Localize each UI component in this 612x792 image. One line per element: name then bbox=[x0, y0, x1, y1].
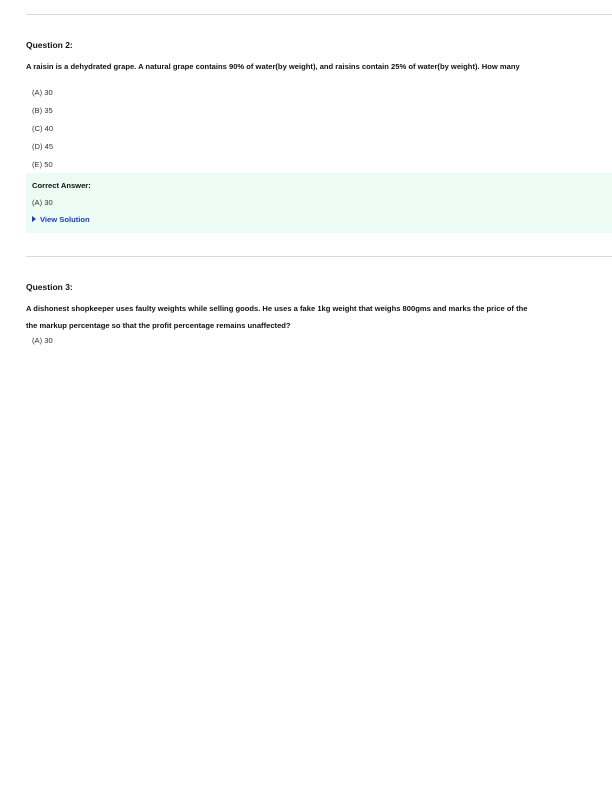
question-2-text: A raisin is a dehydrated grape. A natural grape contains 90% of water(by weight), and raisins contain 25% of water(by weight). How many bbox=[26, 62, 520, 71]
option-e: (E) 50 bbox=[32, 160, 53, 169]
divider-middle bbox=[26, 256, 612, 257]
question-2-options bbox=[32, 84, 53, 174]
caret-right-icon bbox=[32, 216, 36, 222]
question-3-option-a-cutoff: (A) 30 bbox=[32, 336, 53, 345]
option-a: (A) 30 bbox=[32, 88, 53, 97]
divider-top bbox=[26, 14, 612, 15]
view-solution-toggle[interactable] bbox=[32, 215, 90, 224]
correct-answer-title: Correct Answer: bbox=[32, 181, 91, 190]
correct-answer-value: (A) 30 bbox=[32, 198, 53, 207]
view-solution-label: View Solution bbox=[40, 215, 90, 224]
option-b: (B) 35 bbox=[32, 106, 53, 115]
question-3-label: Question 3: bbox=[26, 282, 73, 292]
option-d: (D) 45 bbox=[32, 142, 54, 151]
question-2-label: Question 2: bbox=[26, 40, 73, 50]
option-c: (C) 40 bbox=[32, 124, 54, 133]
question-3-text-line-2: the markup percentage so that the profit percentage remains unaffected? bbox=[26, 321, 291, 330]
correct-answer-box bbox=[26, 173, 612, 233]
question-3-text-line-1: A dishonest shopkeeper uses faulty weights while selling goods. He uses a fake 1kg weight that weighs 800gms and marks the price of the bbox=[26, 304, 528, 313]
